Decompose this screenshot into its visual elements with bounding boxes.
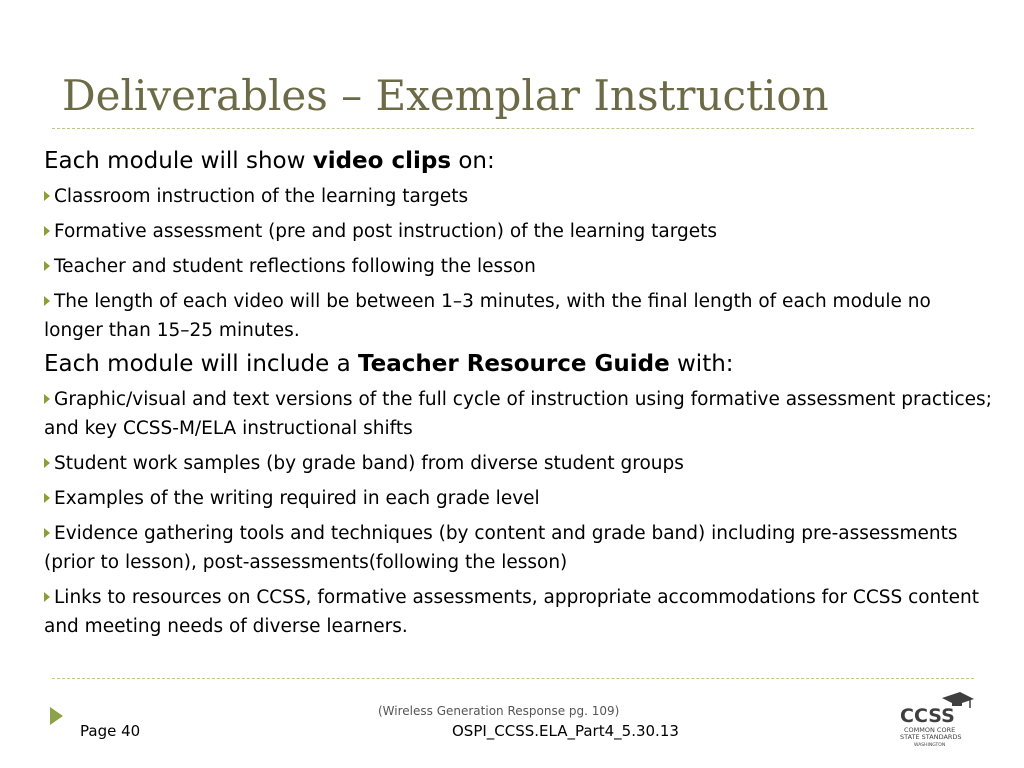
- section2-heading-tail: with:: [669, 351, 734, 377]
- slide-content: [44, 146, 994, 647]
- logo-text: CCSS: [900, 705, 955, 727]
- section2-heading-bold: Teacher Resource Guide: [358, 351, 670, 377]
- bullet-item: [44, 519, 994, 577]
- bullet-item: [44, 385, 994, 443]
- bullet-arrow-icon: [44, 261, 50, 271]
- bullet-arrow-icon: [44, 592, 50, 602]
- logo-line2: STATE STANDARDS: [900, 733, 962, 741]
- bullet-text: Evidence gathering tools and techniques (by content and grade band) including pre-assessments (prior to lesson), post-assessments(following the lesson): [44, 523, 958, 573]
- bullet-text: Student work samples (by grade band) from diverse student groups: [54, 453, 684, 474]
- section1-heading-bold: video clips: [312, 148, 452, 174]
- bullet-arrow-icon: [44, 394, 50, 404]
- bullet-item: [44, 449, 994, 478]
- bullet-item: [44, 583, 994, 641]
- bullet-item: [44, 182, 994, 211]
- slide-title: Deliverables – Exemplar Instruction: [62, 71, 829, 120]
- play-arrow-icon: [50, 707, 63, 725]
- bullet-arrow-icon: [44, 191, 50, 201]
- section1-heading-tail: on:: [451, 148, 495, 174]
- footer-text: OSPI_CCSS.ELA_Part4_5.30.13: [452, 722, 679, 740]
- bullet-item: [44, 252, 994, 281]
- section2-heading: [44, 349, 994, 379]
- bullet-text: Graphic/visual and text versions of the full cycle of instruction using formative assessment practices; and key CCSS-M/ELA instructional shifts: [44, 389, 992, 439]
- bullet-arrow-icon: [44, 493, 50, 503]
- footer-divider: [52, 678, 974, 679]
- bullet-text: Classroom instruction of the learning targets: [54, 186, 469, 207]
- section1-heading-lead: Each module will show: [44, 148, 313, 174]
- bullet-text: Teacher and student reflections following the lesson: [54, 256, 536, 277]
- citation-text: (Wireless Generation Response pg. 109): [378, 704, 620, 718]
- logo-line3: WASHINGTON: [914, 743, 946, 748]
- title-divider: [52, 128, 974, 129]
- bullet-text: Links to resources on CCSS, formative assessments, appropriate accommodations for CCSS content and meeting needs of diverse learners.: [44, 587, 979, 637]
- bullet-arrow-icon: [44, 528, 50, 538]
- bullet-arrow-icon: [44, 296, 50, 306]
- bullet-text: The length of each video will be between 1–3 minutes, with the final length of each module no longer than 15–25 minutes.: [44, 291, 931, 341]
- bullet-text: Formative assessment (pre and post instruction) of the learning targets: [54, 221, 718, 242]
- bullet-arrow-icon: [44, 226, 50, 236]
- bullet-text: Examples of the writing required in each grade level: [54, 488, 540, 509]
- bullet-item: [44, 484, 994, 513]
- bullet-item: [44, 217, 994, 246]
- section1-heading: [44, 146, 994, 176]
- bullet-arrow-icon: [44, 458, 50, 468]
- page-number: Page 40: [80, 722, 141, 740]
- ccss-logo: [898, 690, 974, 748]
- logo-line1: COMMON CORE: [904, 726, 956, 734]
- section2-heading-lead: Each module will include a: [44, 351, 359, 377]
- bullet-item: [44, 287, 994, 345]
